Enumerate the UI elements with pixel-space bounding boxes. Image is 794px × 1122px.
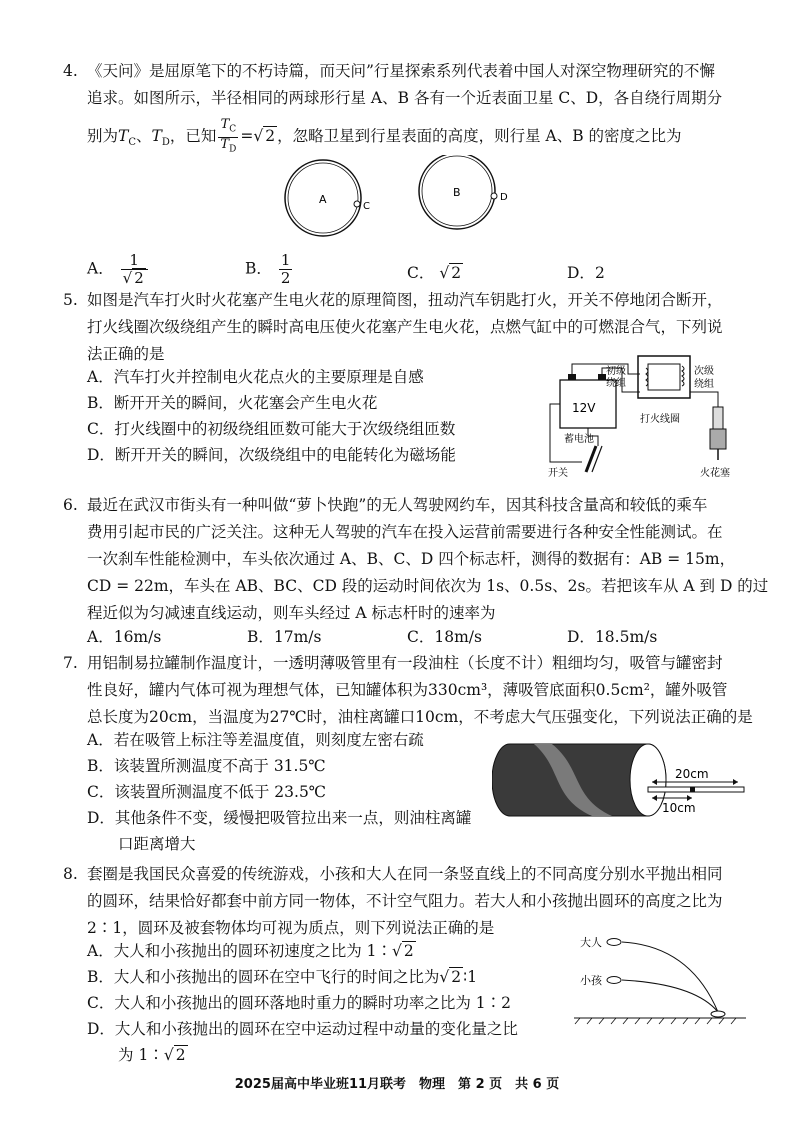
question-text: 打火线圈次级绕组产生的瞬时高电压使火花塞产生电火花，点燃气缸中的可燃混合气，下列说 <box>87 318 723 336</box>
option-a[interactable]: A．16m/s <box>87 628 162 646</box>
adult-label: 大人 <box>580 936 602 949</box>
sqrt-expression: √ 2 <box>253 127 276 146</box>
option-b[interactable]: B．17m/s <box>247 628 322 646</box>
option-b[interactable]: B． $\frac{1}{2}$ <box>245 251 291 287</box>
option-c[interactable]: C． √ 2 <box>407 264 462 282</box>
question-text: 套圈是我国民众喜爱的传统游戏，小孩和大人在同一条竖直线上的不同高度分别水平抛出相同 <box>87 865 723 883</box>
question-6 <box>63 492 769 627</box>
option-a[interactable]: A．汽车打火并控制电火花点火的主要原理是自感 <box>87 368 424 386</box>
option-d[interactable]: D．2 <box>567 264 605 282</box>
question-text: 如图是汽车打火时火花塞产生电火花的原理简图，扭动汽车钥匙打火，开关不停地闭合断开， <box>87 291 723 309</box>
question-number: 6. <box>63 496 78 514</box>
coil-core <box>638 356 690 398</box>
option-d[interactable]: D．断开开关的瞬间，次级绕组中的电能转化为磁场能 <box>87 446 456 464</box>
child-label: 小孩 <box>580 974 602 987</box>
question-text: 总长度为20cm，当温度为27℃时，油柱离罐口10cm，不考虑大气压强变化，下列说法正确的是 <box>87 708 753 726</box>
question-text: 一次刹车性能检测中，车头依次通过 A、B、C、D 四个标志杆，测得的数据有：AB = 15m， <box>87 550 736 568</box>
can-thermometer-figure <box>492 738 750 820</box>
question-text: 最近在武汉市街头有一种叫做“萝卜快跑”的无人驾驶网约车，因其科技含量高和较低的乘车 <box>87 496 708 514</box>
question-text: 《天问》是屈原笔下的不朽诗篇，而天问”行星探索系列代表着中国人对深空物理研究的不懈 <box>87 62 715 80</box>
q6-options <box>87 625 767 649</box>
option-a[interactable]: A．若在吸管上标注等差温度值，则刻度左密右疏 <box>87 731 424 749</box>
total-length-label: 20cm <box>675 767 709 781</box>
planet-a-label: A <box>319 193 327 206</box>
option-c[interactable]: C．打火线圈中的初级绕组匝数可能大于次级绕组匝数 <box>87 420 456 438</box>
planets-figure <box>270 155 530 255</box>
option-a[interactable]: A． $\frac{1}{√ 2}$ <box>87 252 150 287</box>
page-footer: 2025届高中毕业班11月联考 物理 第 2 页 共 6 页 <box>234 1077 560 1092</box>
q8-options <box>87 938 518 1068</box>
secondary-label-1: 次级 <box>694 366 714 377</box>
question-number: 7. <box>63 654 78 672</box>
option-d-cont: 为 1∶√ 2 <box>118 1046 186 1064</box>
option-d[interactable]: D．其他条件不变，缓慢把吸管拉出来一点，则油柱离罐 <box>87 809 472 827</box>
wire <box>690 392 718 407</box>
switch <box>586 446 596 472</box>
question-text: 的圆环，结果恰好都套中前方同一物体，不计空气阻力。若大人和小孩抛出圆环的高度之比为 <box>87 892 723 910</box>
primary-label-2: 绕组 <box>606 378 626 389</box>
battery-label: 蓄电池 <box>564 434 594 445</box>
ignition-circuit-figure <box>540 352 750 487</box>
option-b[interactable]: B．该装置所测温度不高于 31.5℃ <box>87 757 326 775</box>
secondary-label-2: 绕组 <box>694 379 714 390</box>
spark-plug <box>713 407 723 429</box>
question-text: CD = 22m，车头在 AB、BC、CD 段的运动时间依次为 1s、0.5s、2s。若把该车从 A 到 D 的过 <box>87 577 769 595</box>
ring-toss-figure <box>570 930 750 1030</box>
child-ring <box>607 977 621 984</box>
question-text: 用铝制易拉罐制作温度计，一透明薄吸管里有一段油柱（长度不计）粗细均匀，吸管与罐密封 <box>87 654 723 672</box>
battery-voltage: 12V <box>572 401 596 415</box>
question-number: 5. <box>63 291 78 309</box>
option-a[interactable]: A．大人和小孩抛出的圆环初速度之比为 1∶√ 2 <box>87 942 414 960</box>
switch-label: 开关 <box>548 468 568 479</box>
primary-label-1: 初级 <box>606 366 626 377</box>
ratio-fraction: $\frac{T_C}{T_D}$ <box>220 117 237 155</box>
question-7 <box>63 650 753 731</box>
question-4 <box>63 58 743 155</box>
option-c[interactable]: C．大人和小孩抛出的圆环落地时重力的瞬时功率之比为 1∶2 <box>87 994 512 1012</box>
spark-plug-label: 火花塞 <box>700 468 730 479</box>
ground-hatch <box>575 1018 736 1024</box>
secondary-winding <box>682 366 684 386</box>
adult-trajectory <box>622 942 718 1012</box>
question-text: 别为$T_C$、$T_D$，已知 $\frac{T_C}{T_D}$ =√ 2 ，忽略卫星到行星表面的高度，则行星 A、B 的密度之比为 <box>87 117 682 155</box>
target-object <box>711 1011 725 1017</box>
q7-options <box>87 727 471 857</box>
straw <box>648 787 744 792</box>
option-d-cont: 口距离增大 <box>87 835 196 853</box>
can-mouth <box>630 744 666 816</box>
question-text: 法正确的是 <box>87 345 165 363</box>
option-b[interactable]: B．断开开关的瞬间，火花塞会产生电火花 <box>87 394 378 412</box>
primary-winding <box>646 368 648 386</box>
child-trajectory <box>622 980 718 1012</box>
question-number: 4. <box>63 62 78 80</box>
question-text: 费用引起市民的广泛关注。这种无人驾驶的汽车在投入运营前需要进行各种安全性能测试。在 <box>87 523 723 541</box>
adult-ring <box>607 939 621 946</box>
planet-b-label: B <box>453 186 461 199</box>
oil-column <box>690 787 695 792</box>
question-text: 2∶1，圆环及被套物体均可视为质点，则下列说法正确的是 <box>87 919 495 937</box>
question-text: 追求。如图所示，半径相同的两球形行星 A、B 各有一个近表面卫星 C、D，各自绕行周期分 <box>87 89 723 107</box>
question-number: 8. <box>63 865 78 883</box>
question-text: 程近似为匀减速直线运动，则车头经过 A 标志杆时的速率为 <box>87 604 496 622</box>
option-c[interactable]: C．18m/s <box>407 628 482 646</box>
satellite-c-label: C <box>363 201 370 212</box>
option-d[interactable]: D．大人和小孩抛出的圆环在空中运动过程中动量的变化量之比 <box>87 1020 518 1038</box>
option-b[interactable]: B．大人和小孩抛出的圆环在空中飞行的时间之比为√ 2 ∶1 <box>87 968 478 986</box>
question-text: 性良好，罐内气体可视为理想气体，已知罐体积为330cm³，薄吸管底面积0.5cm²，罐外吸管 <box>87 681 728 699</box>
satellite-c <box>354 201 360 207</box>
q5-options <box>87 364 456 468</box>
oil-distance-label: 10cm <box>662 801 696 815</box>
option-d[interactable]: D．18.5m/s <box>567 628 658 646</box>
satellite-d-label: D <box>500 192 508 203</box>
option-c[interactable]: C．该装置所测温度不低于 23.5℃ <box>87 783 327 801</box>
satellite-d <box>491 193 497 199</box>
q4-options <box>87 246 767 286</box>
coil-label: 打火线圈 <box>640 414 680 425</box>
